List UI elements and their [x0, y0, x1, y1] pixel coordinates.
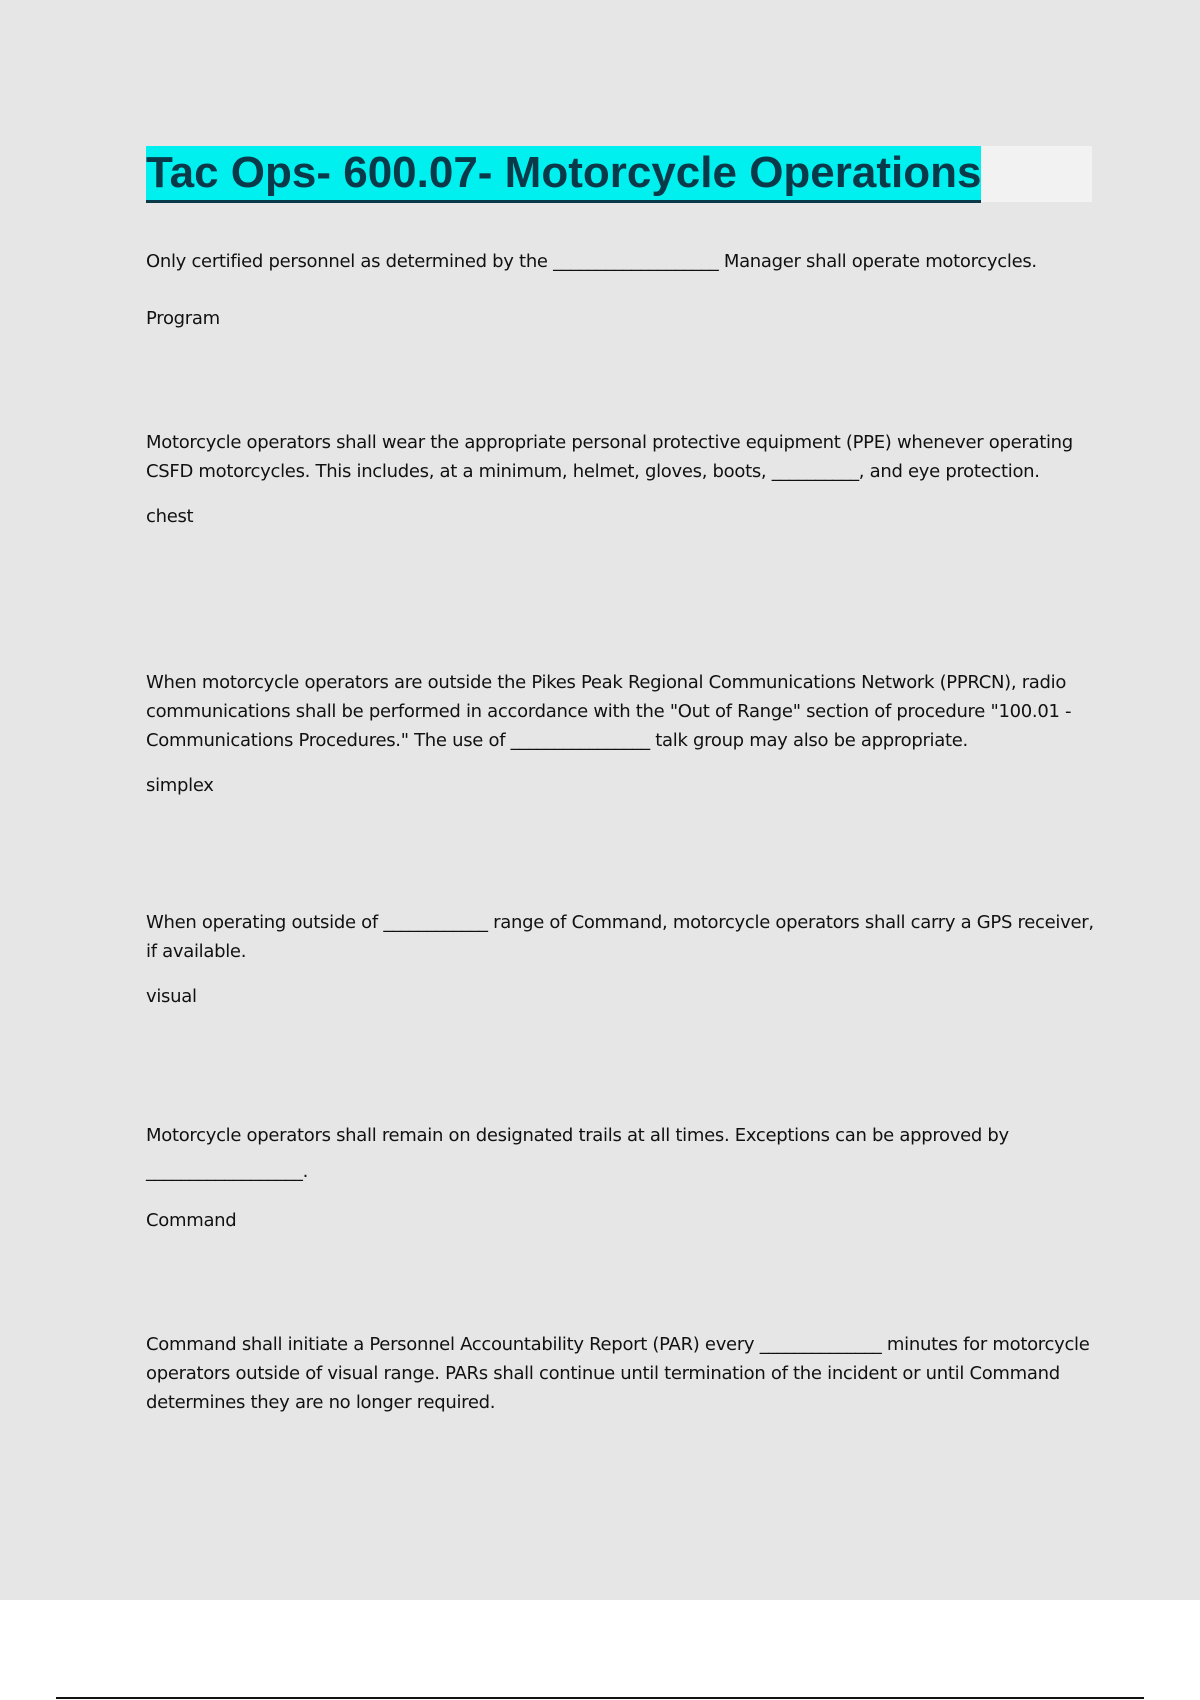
answer-text: chest [146, 506, 194, 527]
question-text: Only certified personnel as determined by the ___________________ Manager shall operate motorcycles. [146, 251, 1037, 272]
qa-item-5 [146, 1118, 1106, 1235]
footer-divider [56, 1697, 1144, 1699]
qa-item-3 [146, 668, 1106, 800]
title-banner [146, 146, 1092, 202]
question-text: Command shall initiate a Personnel Accountability Report (PAR) every ______________ minutes for motorcycle operators outside of visual range. PARs shall continue until termination of the incident or until Command determines they are no longer required. [146, 1334, 1090, 1413]
document-title: Tac Ops- 600.07- Motorcycle Operations [146, 146, 981, 203]
question-text: When motorcycle operators are outside the Pikes Peak Regional Communications Network (PPRCN), radio communications shall be performed in accordance with the "Out of Range" section of procedure "100.01 - Communications Procedures." The use of ________________ talk group may also be appropriate. [146, 672, 1072, 751]
qa-item-2 [146, 428, 1106, 531]
answer-text: visual [146, 986, 197, 1007]
qa-item-4 [146, 908, 1106, 1011]
answer-text: simplex [146, 775, 214, 796]
answer-text: Command [146, 1210, 237, 1231]
question-text: Motorcycle operators shall wear the appropriate personal protective equipment (PPE) whenever operating CSFD motorcycles. This includes, at a minimum, helmet, gloves, boots, __________, and eye protection. [146, 432, 1073, 482]
answer-text: Program [146, 308, 220, 329]
question-text: When operating outside of ____________ range of Command, motorcycle operators shall carry a GPS receiver, if available. [146, 912, 1094, 962]
qa-item-6 [146, 1330, 1106, 1417]
question-text: Motorcycle operators shall remain on designated trails at all times. Exceptions can be approved by __________________. [146, 1125, 1009, 1182]
qa-item-1 [146, 247, 1106, 333]
